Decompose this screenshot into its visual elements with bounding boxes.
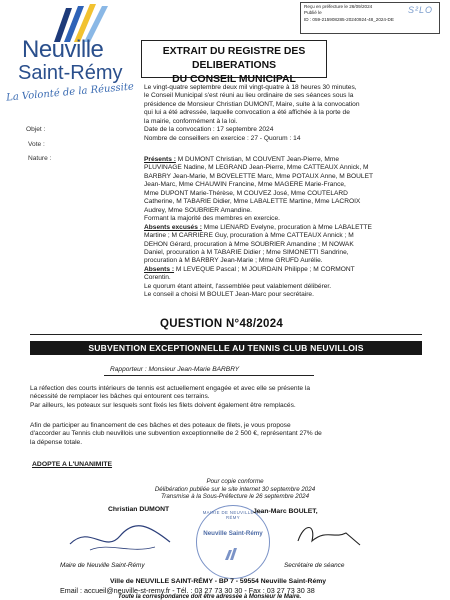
certification-line: Délibération publiée sur le site internet 30 septembre 2024 xyxy=(154,485,316,493)
label-nature: Nature : xyxy=(28,155,52,162)
absents-excuses-label: Absents excusés : xyxy=(144,223,202,231)
presents-line: Audrey, Mme SOUBRIER Amandine. xyxy=(144,206,252,214)
footer-contact: Email : accueil@neuville-st-remy.fr - Tél. : 03 27 73 30 30 - Fax : 03 27 73 30 38 xyxy=(60,586,315,595)
document-title xyxy=(141,40,327,85)
stamp-town-name: Neuville Saint-Rémy xyxy=(203,530,263,537)
intro-line: Le vingt-quatre septembre deux mil vingt-quatre à 18 heures 30 minutes, xyxy=(144,84,357,91)
body-paragraph-2 xyxy=(30,422,440,447)
majority-note: Formant la majorité des membres en exercice. xyxy=(144,215,280,223)
intro-line: présidence de Monsieur Christian DUMONT, Maire, suite à la convocation xyxy=(144,100,360,108)
secretary-role: Secrétaire de séance xyxy=(284,562,345,569)
logo-name-line1: Neuville xyxy=(22,36,104,63)
presents-line: Jean-Marc, Mme CHAUWIN Francine, Mme MAGERE Marie-France, xyxy=(144,181,346,189)
intro-line: la mairie, conformément à la loi. xyxy=(144,117,238,125)
body-line: La réfection des courts intérieurs de tennis est actuellement engagée et avec elle se présente la xyxy=(30,385,311,392)
presents-line: M DUMONT Christian, M COUVENT Jean-Pierre, Mme xyxy=(175,156,340,163)
prefecture-receipt-date: Reçu en préfecture le 26/09/2024 xyxy=(304,4,373,9)
slo-mark: S²LO xyxy=(407,5,433,15)
secretary-name: Jean-Marc BOULET, xyxy=(253,508,318,515)
quorum-line: Le quorum étant atteint, l'assemblée peut valablement délibérer. xyxy=(144,282,332,290)
presents-line: BARBRY Jean-Marie, M BOVELETTE Marc, Mme POTAUX Anne, M BOULET xyxy=(144,172,374,180)
stamp-emblem-icon xyxy=(223,546,243,562)
logo-slogan: La Volonté de la Réussite xyxy=(5,81,135,104)
mayor-role: Maire de Neuville Saint-Rémy xyxy=(60,562,145,569)
intro-line: le Conseil Municipal s'est réuni au lieu ordinaire de ses séances sous la xyxy=(144,92,354,100)
absents-label: Absents : xyxy=(144,265,175,273)
body-line: Afin de participer au financement de ces bâches et des poteaux de filets, je vous propose xyxy=(30,422,291,429)
subject-banner: SUBVENTION EXCEPTIONNELLE AU TENNIS CLUB NEUVILLOIS xyxy=(30,341,422,355)
absents-line: Corentin. xyxy=(144,274,171,282)
certification-block xyxy=(140,478,330,501)
certification-line: Pour copie conforme xyxy=(206,478,264,485)
mayor-signature-icon xyxy=(60,514,180,560)
footer-address: Ville de NEUVILLE SAINT-RÉMY - BP 7 - 59554 Neuville Saint-Rémy xyxy=(110,578,327,585)
absents-excuses-line: Martine ; M CARRIERE Guy, procuration à Mme CATTEAUX Annick ; M xyxy=(144,232,354,240)
question-divider xyxy=(30,334,422,335)
presents-line: Mme DUPONT Marie-Thérèse, M COUVEZ José, Mme COUTELARD xyxy=(144,189,348,197)
body-line: d'accorder au Tennis club neuvillois une subvention exceptionnelle de 2 500 €, représentant 27% de xyxy=(30,430,322,438)
body-line: la dépense totale. xyxy=(30,438,83,446)
absents-excuses-line: DEHON Gérard, procuration à Mme SOUBRIER Amandine ; M NOWAK xyxy=(144,240,354,248)
absents-line: M LEVEQUE Pascal ; M JOURDAIN Philippe ; M CORMONT xyxy=(174,265,355,273)
body-paragraph-1 xyxy=(30,385,440,410)
intro-line: qui lui a été adressée, laquelle convocation a été affichée à la porte de xyxy=(144,109,350,117)
label-objet: Objet : xyxy=(26,126,46,133)
body-line: Par ailleurs, les poteaux sur lesquels sont fixés les filets doivent également être remplacés. xyxy=(30,401,296,409)
presents-label: Présents : xyxy=(144,156,176,163)
absents-excuses-line: Daniel, procuration à M TABARIE Didier ; Mme SIMONETTI Sandrine, xyxy=(144,248,349,256)
question-number: QUESTION N°48/2024 xyxy=(160,318,284,330)
rapporteur-underline xyxy=(104,375,314,376)
attendance-block xyxy=(144,156,444,300)
prefecture-published: Publié le xyxy=(304,10,322,16)
presents-line: PLUVINAGE Nadine, M LEGRAND Jean-Pierre, Mme CATTEAUX Annick, M xyxy=(144,164,369,172)
mayor-name: Christian DUMONT xyxy=(108,506,170,513)
stamp-ring-text: MAIRIE DE NEUVILLE ST-RÉMY xyxy=(202,510,264,520)
prefecture-act-id: ID : 059-215908285-20240924-48_2024-DE xyxy=(304,16,394,22)
convocation-date: Date de la convocation : 17 septembre 2024 xyxy=(144,126,274,134)
secretary-line: Le conseil a choisi M BOULET Jean-Marc pour secrétaire. xyxy=(144,291,314,299)
footer-notice: Toute la correspondance doit être adressée à Monsieur le Maire. xyxy=(118,594,302,600)
body-line: nécessité de remplacer les bâches qui entourent ces terrains. xyxy=(30,393,210,401)
title-line1: EXTRAIT DU REGISTRE DES DELIBERATIONS xyxy=(162,46,306,71)
rapporteur: Rapporteur : Monsieur Jean-Marie BARBRY xyxy=(110,366,240,373)
absents-excuses-line: procuration à M BARBRY Jean-Marie ; Mme GRUFD Aurélie. xyxy=(144,257,323,265)
councillor-count: Nombre de conseillers en exercice : 27 - Quorum : 14 xyxy=(144,134,301,142)
certification-line: Transmise à la Sous-Préfecture le 26 septembre 2024 xyxy=(160,493,310,501)
prefecture-receipt-box xyxy=(300,2,440,34)
intro-paragraph xyxy=(144,84,444,143)
label-vote: Vote : xyxy=(28,141,45,148)
presents-line: Catherine, M TABARIE Didier, Mme LABALETTE Martine, Mme LACROIX xyxy=(144,198,361,206)
adopted-unanimously: ADOPTE A L'UNANIMITE xyxy=(32,461,113,468)
absents-excuses-line: Mme LIENARD Evelyne, procuration à Mme LABALETTE xyxy=(201,223,372,231)
town-hall-stamp xyxy=(196,505,270,579)
logo-name-line2: Saint-Rémy xyxy=(18,62,123,84)
secretary-signature-icon xyxy=(290,515,370,555)
title-line2: DU CONSEIL MUNICIPAL xyxy=(172,74,296,85)
